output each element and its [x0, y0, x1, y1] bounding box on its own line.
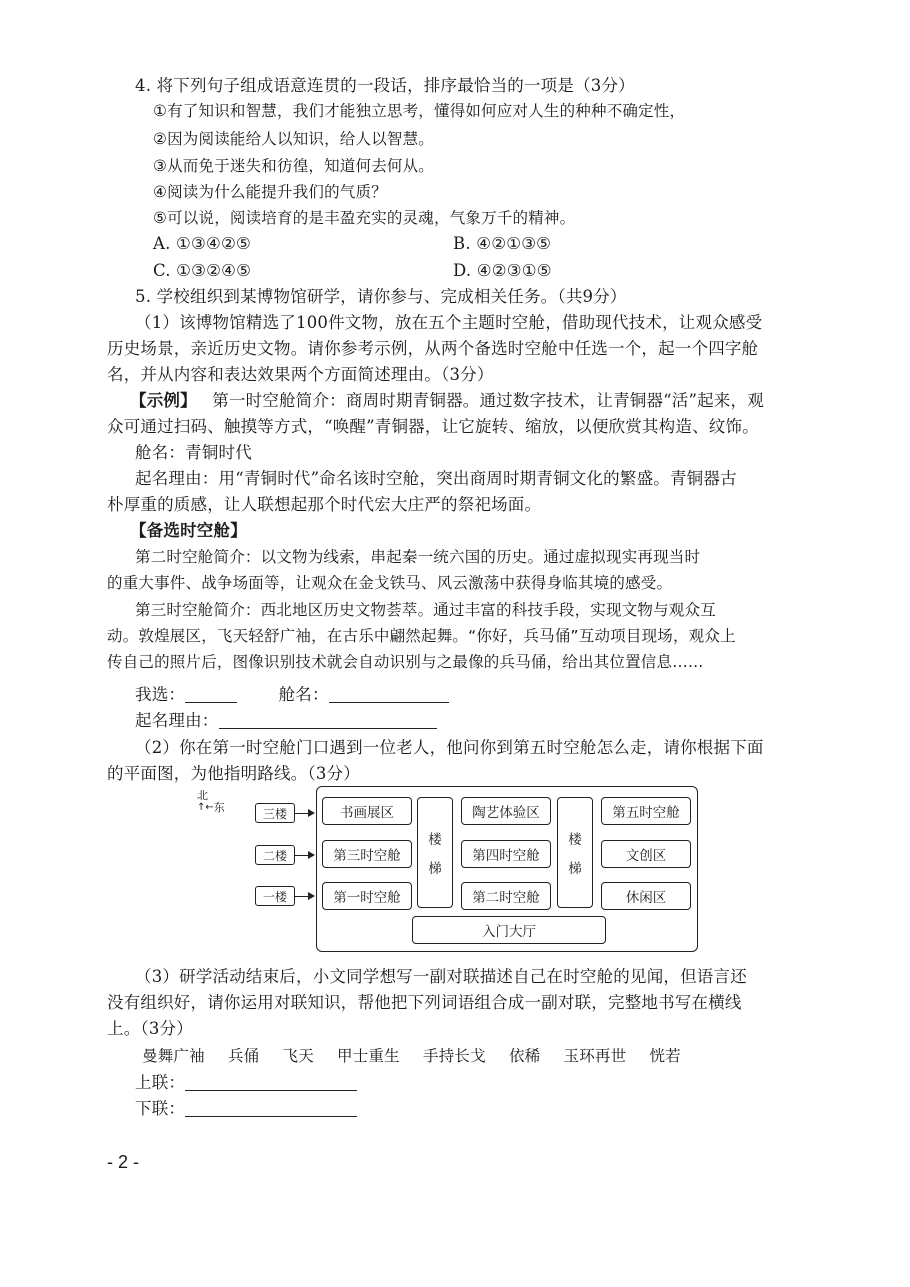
upper-label: 上联： — [135, 1073, 186, 1092]
q5-p2-line1: （2）你在第一时空舱门口遇到一位老人，他问你到第五时空舱怎么走，请你根据下面 — [135, 738, 764, 757]
q5-p3-line2: 没有组织好，请你运用对联知识，帮他把下列词语组合成一副对联，完整地书写在横线 — [107, 993, 742, 1012]
q5-p1-line1: （1）该博物馆精选了100件文物，放在五个主题时空舱，借助现代技术，让观众感受 — [135, 313, 763, 332]
arrow-icon — [295, 813, 313, 814]
name-blank[interactable] — [329, 686, 449, 703]
room-cabin-2: 第二时空舱 — [461, 882, 551, 910]
word-2: 兵俑 — [227, 1047, 260, 1065]
stairs-char-2: 梯 — [568, 860, 582, 877]
q4-stem: 4. 将下列句子组成语意连贯的一段话，排序最恰当的一项是（3分） — [135, 76, 635, 95]
couplet-words — [142, 1045, 681, 1067]
stairs-char-1: 楼 — [428, 832, 442, 849]
example-line2: 众可通过扫码、触摸等方式，“唤醒”青铜器，让它旋转、缩放，以便欣赏其构造、纹饰。 — [107, 417, 759, 436]
q5-p3-line1: （3）研学活动结束后，小文同学想写一副对联描述自己在时空舱的见闻，但语言还 — [135, 967, 747, 986]
word-8: 恍若 — [649, 1047, 681, 1065]
compass — [197, 790, 225, 814]
q4-sentence-1: ①有了知识和智慧，我们才能独立思考，懂得如何应对人生的种种不确定性， — [153, 102, 686, 120]
floor-plan — [195, 786, 710, 956]
q4-sentence-3: ③从而免于迷失和彷徨，知道何去何从。 — [153, 157, 434, 175]
lower-couplet-row — [135, 1098, 357, 1120]
q4-option-c: C. ①③②④⑤ — [153, 261, 252, 280]
name-label: 舱名： — [278, 685, 329, 704]
stairs-char-2: 梯 — [428, 860, 442, 877]
word-6: 依稀 — [508, 1047, 541, 1065]
q4-option-d: D. ④②③①⑤ — [453, 261, 552, 280]
example-reason-line2: 朴厚重的质感，让人联想起那个时代宏大庄严的祭祀场面。 — [107, 495, 542, 514]
q4-sentence-2: ②因为阅读能给人以知识，给人以智慧。 — [153, 130, 434, 148]
cabin2-line2: 的重大事件、战争场面等，让观众在金戈铁马、风云激荡中获得身临其境的感受。 — [107, 574, 673, 592]
word-7: 玉环再世 — [563, 1047, 627, 1065]
word-5: 手持长戈 — [423, 1047, 486, 1065]
reason-blank[interactable] — [219, 712, 437, 729]
arrow-icon — [295, 896, 313, 897]
lower-blank[interactable] — [185, 1100, 357, 1117]
q4-option-a: A. ①③④②⑤ — [153, 234, 251, 253]
cabin3-line1: 第三时空舱简介：西北地区历史文物荟萃。通过丰富的科技手段，实现文物与观众互 — [135, 601, 716, 619]
cabin2-line1: 第二时空舱简介：以文物为线索，串起秦一统六国的历史。通过虚拟现实再现当时 — [135, 548, 701, 566]
floor-tag-2: 二楼 — [255, 845, 295, 865]
q5-stem: 5. 学校组织到某博物馆研学，请你参与、完成相关任务。（共9分） — [135, 287, 627, 306]
example-label: 【示例】 — [130, 391, 197, 410]
lower-label: 下联： — [135, 1099, 186, 1118]
reason-label: 起名理由： — [135, 711, 219, 730]
example-cabin-name: 舱名：青铜时代 — [135, 443, 252, 462]
answer-choose-row — [135, 684, 449, 706]
cabin3-line3: 传自己的照片后，图像识别技术就会自动识别与之最像的兵马俑，给出其位置信息…… — [107, 653, 704, 671]
room-leisure: 休闲区 — [601, 882, 691, 910]
room-calligraphy: 书画展区 — [322, 797, 412, 825]
room-cabin-3: 第三时空舱 — [322, 840, 412, 868]
stairs-char-1: 楼 — [568, 832, 582, 849]
entrance-hall: 入门大厅 — [412, 916, 606, 944]
compass-north: 北 — [197, 789, 208, 802]
compass-east: 东 — [213, 801, 225, 814]
stairs-left — [417, 797, 453, 908]
room-cabin-4: 第四时空舱 — [461, 840, 551, 868]
q5-p1-line2: 历史场景，亲近历史文物。请你参考示例，从两个备选时空舱中任选一个，起一个四字舱 — [107, 339, 759, 358]
q4-sentence-5: ⑤可以说，阅读培育的是丰盈充实的灵魂，气象万千的精神。 — [153, 209, 576, 227]
q5-p1-line3: 名，并从内容和表达效果两个方面简述理由。（3分） — [107, 365, 494, 384]
word-4: 甲士重生 — [337, 1047, 400, 1065]
upper-blank[interactable] — [185, 1074, 357, 1091]
choose-label: 我选： — [135, 685, 186, 704]
candidates-label: 【备选时空舱】 — [130, 521, 247, 540]
compass-arrow-icon: ↑← — [197, 802, 214, 813]
example-row — [130, 390, 764, 412]
cabin3-line2: 动。敦煌展区，飞天轻舒广袖，在古乐中翩然起舞。“你好，兵马俑”互动项目现场，观众上 — [107, 627, 736, 645]
floor-tag-1: 一楼 — [255, 886, 295, 906]
room-cultural-creative: 文创区 — [601, 840, 691, 868]
q4-sentence-4: ④阅读为什么能提升我们的气质？ — [153, 183, 387, 201]
word-1: 曼舞广袖 — [142, 1047, 205, 1065]
upper-couplet-row — [135, 1072, 357, 1094]
room-cabin-1: 第一时空舱 — [322, 882, 412, 910]
room-pottery: 陶艺体验区 — [461, 797, 551, 825]
example-reason-line1: 起名理由：用“青铜时代”命名该时空舱，突出商周时期青铜文化的繁盛。青铜器古 — [135, 469, 737, 488]
arrow-icon — [295, 855, 313, 856]
example-line1: 第一时空舱简介：商周时期青铜器。通过数字技术，让青铜器“活”起来，观 — [212, 391, 764, 410]
q4-option-b: B. ④②①③⑤ — [453, 234, 552, 253]
floor-tag-3: 三楼 — [255, 803, 295, 823]
q5-p2-line2: 的平面图，为他指明路线。（3分） — [107, 764, 360, 783]
answer-reason-row — [135, 710, 437, 732]
word-3: 飞天 — [282, 1047, 314, 1065]
choose-blank[interactable] — [185, 686, 237, 703]
stairs-right — [557, 797, 593, 908]
room-cabin-5: 第五时空舱 — [601, 797, 691, 825]
page-number: - 2 - — [107, 1152, 140, 1172]
q5-p3-line3: 上。（3分） — [107, 1019, 193, 1038]
